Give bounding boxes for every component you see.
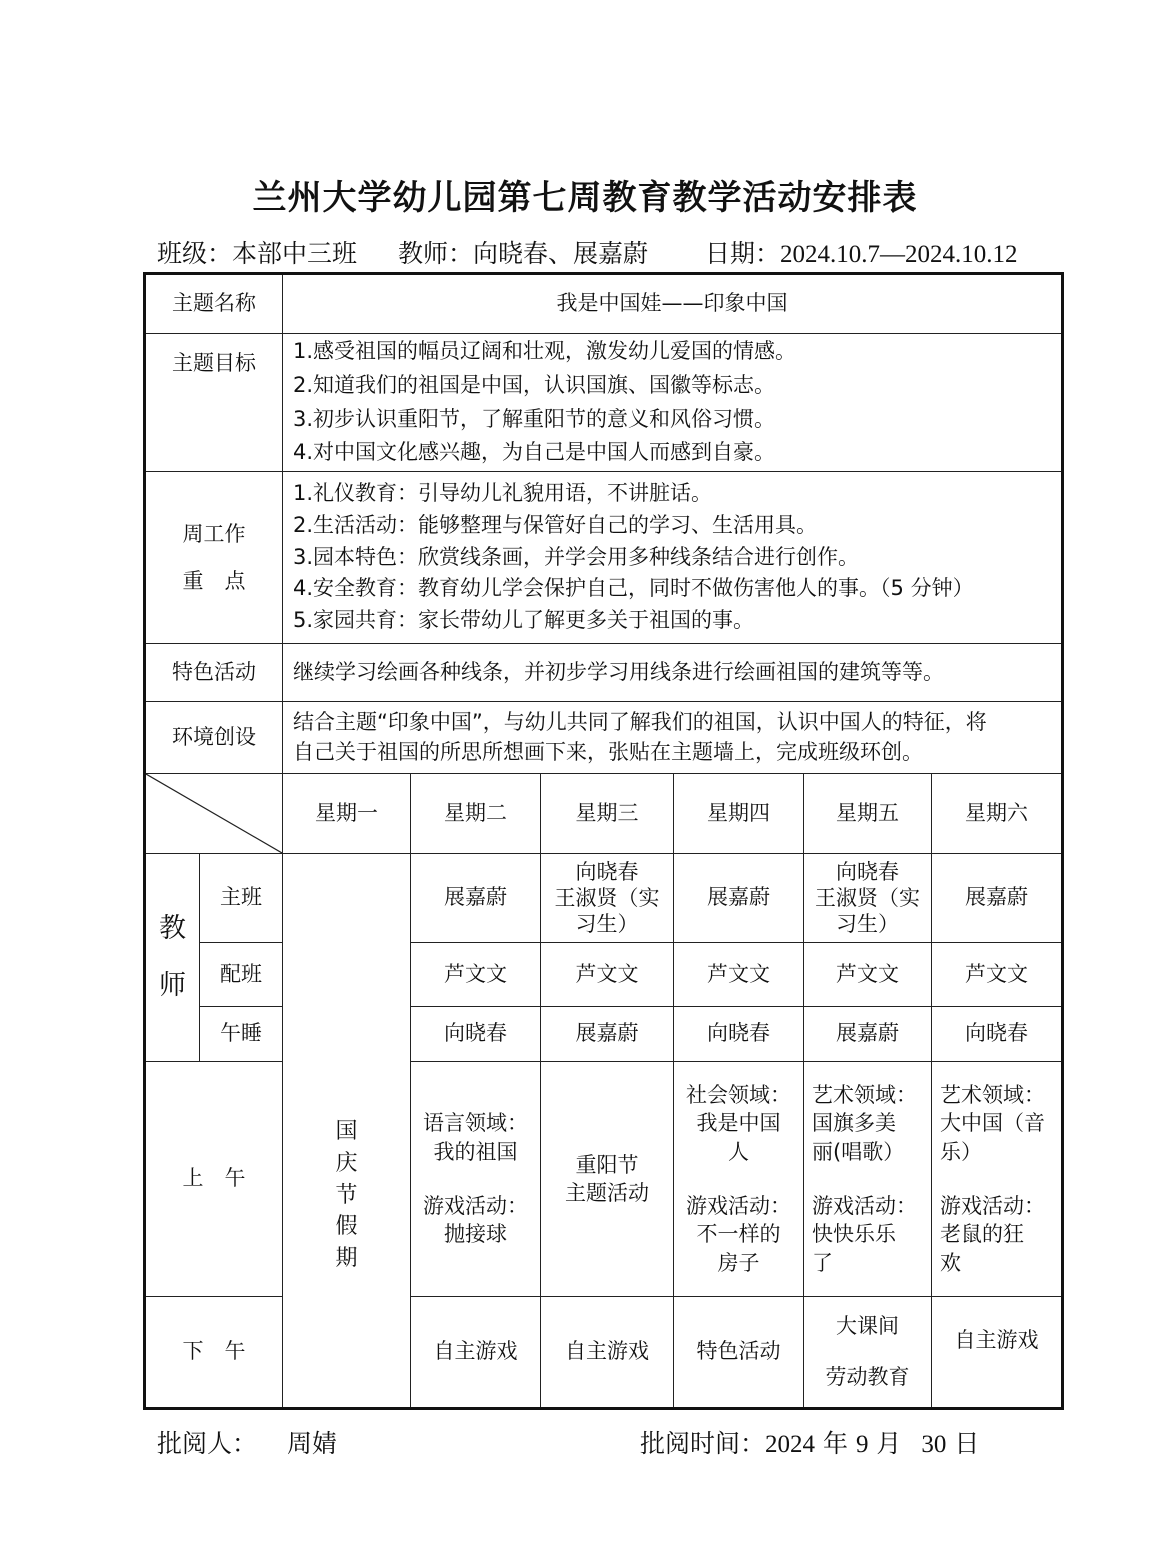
date-label: 日期： [705,239,781,268]
day-monday: 星期一 [283,774,411,854]
goals-label: 主题目标 [145,334,283,472]
goals-row [145,334,1063,472]
morning-label: 上 午 [145,1062,283,1297]
review-day: 30 [921,1431,947,1458]
class-label: 班级： [157,239,233,268]
day-friday: 星期五 [804,774,932,854]
nap-wed: 展嘉蔚 [541,1007,674,1062]
goal-item: 4.对中国文化感兴趣，为自己是中国人而感到自豪。 [293,440,776,465]
focus-label-line-2: 重 点 [182,568,246,593]
schedule-table [143,272,1064,1410]
nap-label: 午睡 [200,1007,283,1062]
day-tuesday: 星期二 [411,774,541,854]
assist-label: 配班 [200,943,283,1007]
reviewer-name: 周婧 [287,1429,338,1458]
focus-item: 2.生活活动：能够整理与保管好自己的学习、生活用具。 [293,512,818,537]
teachers-label: 教师 [145,854,200,1062]
theme-value: 我是中国娃——印象中国 [283,274,1063,334]
review-time-label: 批阅时间： [640,1429,766,1458]
afternoon-row [145,1297,1063,1409]
focus-label-line-1: 周工作 [182,522,246,547]
reviewer-info [157,1424,337,1460]
assist-teacher-row [145,943,1063,1007]
afternoon-thu: 特色活动 [674,1297,804,1409]
focus-item: 5.家园共育：家长带幼儿了解更多关于祖国的事。 [293,608,755,633]
reviewer-label: 批阅人： [157,1429,258,1458]
nap-teacher-row [145,1007,1063,1062]
theme-row [145,274,1063,334]
afternoon-label: 下 午 [145,1297,283,1409]
focus-label [145,472,283,644]
date-value: 2024.10.7—2024.10.12 [780,241,1018,268]
environment-line: 自己关于祖国的所思所想画下来，张贴在主题墙上，完成班级环创。 [293,739,923,764]
review-time [640,1424,979,1460]
assist-wed: 芦文文 [541,943,674,1007]
afternoon-tue: 自主游戏 [411,1297,541,1409]
class-info [157,234,357,270]
environment-label: 环境创设 [145,702,283,774]
focus-item: 4.安全教育：教育幼儿学会保护自己，同时不做伤害他人的事。（5 分钟） [293,576,974,601]
teacher-label: 教师： [398,239,474,268]
class-value: 本部中三班 [232,239,358,268]
teacher-info [398,234,648,270]
assist-thu: 芦文文 [674,943,804,1007]
lead-sat: 展嘉蔚 [932,854,1063,943]
assist-tue: 芦文文 [411,943,541,1007]
date-info [705,234,1018,270]
environment-line: 结合主题“印象中国”，与幼儿共同了解我们的祖国，认识中国人的特征，将 [293,710,987,735]
morning-tue: 语言领域： 我的祖国 游戏活动： 抛接球 [411,1062,541,1297]
afternoon-fri: 大课间 劳动教育 [804,1297,932,1409]
nap-sat: 向晓春 [932,1007,1063,1062]
lead-wed: 向晓春 王淑贤（实 习生） [541,854,674,943]
goal-item: 2.知道我们的祖国是中国，认识国旗、国徽等标志。 [293,372,776,397]
morning-sat: 艺术领域： 大中国（音 乐） 游戏活动： 老鼠的狂 欢 [932,1062,1063,1297]
focus-list [283,472,1063,644]
holiday-cell [283,854,411,1409]
goals-list [283,334,1063,472]
lead-thu: 展嘉蔚 [674,854,804,943]
month-unit: 月 [876,1429,902,1458]
review-month: 9 [855,1431,869,1458]
day-unit: 日 [954,1429,980,1458]
focus-row [145,472,1063,644]
morning-wed: 重阳节 主题活动 [541,1062,674,1297]
day-wednesday: 星期三 [541,774,674,854]
year-unit: 年 [822,1429,848,1458]
morning-thu: 社会领域： 我是中国 人 游戏活动： 不一样的 房子 [674,1062,804,1297]
review-year: 2024 [765,1431,816,1458]
lead-tue: 展嘉蔚 [411,854,541,943]
holiday-text: 国庆节假期 [335,1118,358,1272]
diagonal-line [146,774,282,853]
lead-fri: 向晓春 王淑贤（实 习生） [804,854,932,943]
special-label: 特色活动 [145,644,283,702]
goal-item: 1.感受祖国的幅员辽阔和壮观，激发幼儿爱国的情感。 [293,339,797,364]
nap-thu: 向晓春 [674,1007,804,1062]
day-saturday: 星期六 [932,774,1063,854]
morning-fri: 艺术领域： 国旗多美 丽(唱歌） 游戏活动： 快快乐乐 了 [804,1062,932,1297]
lead-teacher-row [145,854,1063,943]
nap-fri: 展嘉蔚 [804,1007,932,1062]
diagonal-header-cell [145,774,283,854]
special-row [145,644,1063,702]
theme-label: 主题名称 [145,274,283,334]
morning-row [145,1062,1063,1297]
environment-value [283,702,1063,774]
nap-tue: 向晓春 [411,1007,541,1062]
day-thursday: 星期四 [674,774,804,854]
focus-item: 1.礼仪教育：引导幼儿礼貌用语，不讲脏话。 [293,480,713,505]
page-title: 兰州大学幼儿园第七周教育教学活动安排表 [252,178,918,218]
assist-fri: 芦文文 [804,943,932,1007]
special-value: 继续学习绘画各种线条，并初步学习用线条进行绘画祖国的建筑等等。 [283,644,1063,702]
goal-item: 3.初步认识重阳节，了解重阳节的意义和风俗习惯。 [293,406,776,431]
lead-label: 主班 [200,854,283,943]
environment-row [145,702,1063,774]
weekday-header-row [145,774,1063,854]
focus-item: 3.园本特色：欣赏线条画，并学会用多种线条结合进行创作。 [293,544,860,569]
teacher-value: 向晓春、展嘉蔚 [473,239,649,268]
assist-sat: 芦文文 [932,943,1063,1007]
afternoon-sat: 自主游戏 [932,1297,1063,1409]
afternoon-wed: 自主游戏 [541,1297,674,1409]
